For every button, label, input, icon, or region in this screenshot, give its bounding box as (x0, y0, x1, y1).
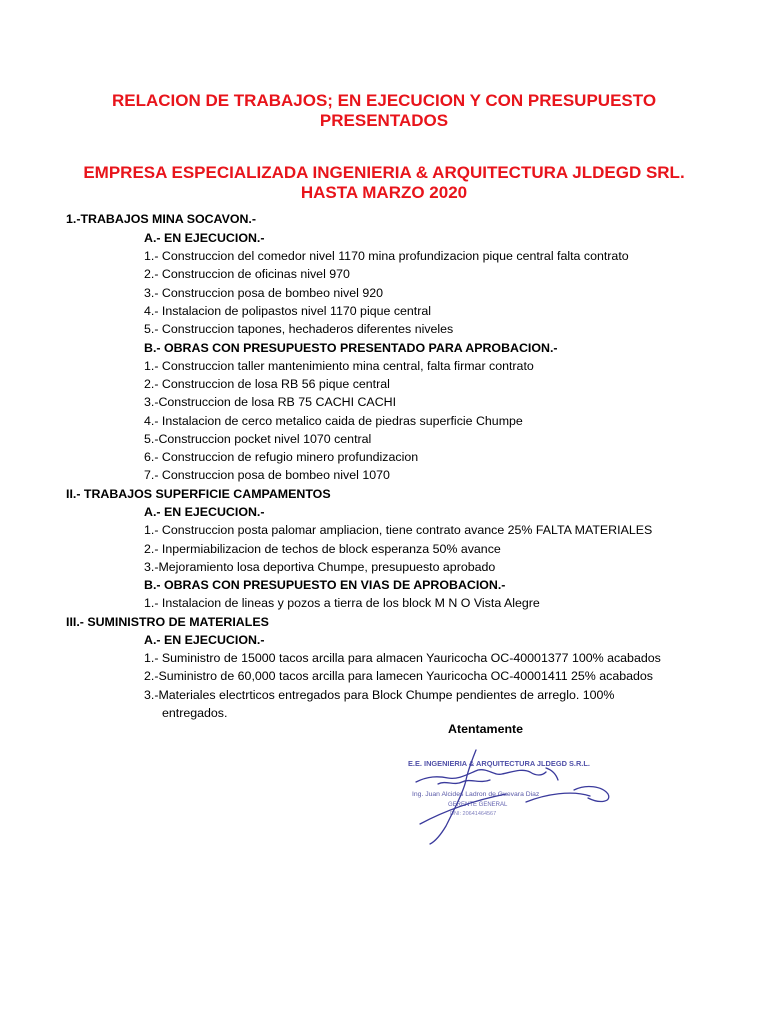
stamp-role: GERENTE GENERAL (448, 802, 508, 808)
group-heading: A.- EN EJECUCION.- (144, 231, 265, 245)
list-item: 2.- Construccion de losa RB 56 pique central (144, 377, 390, 391)
list-item: 4.- Instalacion de cerco metalico caida de piedras superficie Chumpe (144, 414, 523, 428)
group-heading: A.- EN EJECUCION.- (144, 633, 265, 647)
list-item: 2.- Construccion de oficinas nivel 970 (144, 267, 350, 281)
list-item: 3.- Construccion posa de bombeo nivel 920 (144, 286, 384, 300)
list-item: 5.-Construccion pocket nivel 1070 central (144, 432, 372, 446)
list-item: 2.- Inpermiabilizacion de techos de block esperanza 50% avance (144, 542, 501, 556)
list-item: 7.- Construccion posa de bombeo nivel 1070 (144, 468, 390, 482)
list-item: 3.-Construccion de losa RB 75 CACHI CACHI (144, 395, 397, 409)
stamp-name: Ing. Juan Alcides Ladron de Guevara Diaz (412, 791, 540, 798)
list-item: 4.- Instalacion de polipastos nivel 1170 pique central (144, 304, 432, 318)
period-label: HASTA MARZO 2020 (300, 183, 468, 202)
signature-stamp (376, 746, 626, 846)
list-item: 3.-Materiales electrticos entregados para Block Chumpe pendientes de arreglo. 100% (144, 688, 615, 702)
list-item: 1.- Construccion posta palomar ampliacion, tiene contrato avance 25% FALTA MATERIALES (144, 523, 653, 537)
closing-text: Atentamente (448, 722, 524, 736)
section-heading: III.- SUMINISTRO DE MATERIALES (66, 615, 269, 629)
list-item: 1.- Instalacion de lineas y pozos a tierra de los block M N O Vista Alegre (144, 596, 540, 610)
list-item: 2.-Suministro de 60,000 tacos arcilla para lamecen Yauricocha OC-40001411 25% acabados (144, 669, 654, 683)
list-item: 6.- Construccion de refugio minero profundizacion (144, 450, 419, 464)
group-heading: B.- OBRAS CON PRESUPUESTO PRESENTADO PARA APROBACION.- (144, 341, 558, 355)
company-name: EMPRESA ESPECIALIZADA INGENIERIA & ARQUITECTURA JLDEGD SRL. (83, 163, 685, 182)
document-title-line2: PRESENTADOS (319, 111, 449, 130)
group-heading: A.- EN EJECUCION.- (144, 505, 265, 519)
list-item: 5.- Construccion tapones, hechaderos diferentes niveles (144, 322, 454, 336)
list-item: 1.- Suministro de 15000 tacos arcilla para almacen Yauricocha OC-40001377 100% acabados (144, 651, 661, 665)
document-title: RELACION DE TRABAJOS; EN EJECUCION Y CON PRESUPUESTO (111, 91, 657, 110)
list-item: 3.-Mejoramiento losa deportiva Chumpe, presupuesto aprobado (144, 560, 496, 574)
section-heading: II.- TRABAJOS SUPERFICIE CAMPAMENTOS (66, 487, 331, 501)
stamp-company: E.E. INGENIERIA & ARQUITECTURA JLDEGD S.R.L. (408, 759, 590, 768)
group-heading: B.- OBRAS CON PRESUPUESTO EN VIAS DE APROBACION.- (144, 578, 506, 592)
list-item: 1.- Construccion taller mantenimiento mina central, falta firmar contrato (144, 359, 534, 373)
list-item-continuation: entregados. (162, 706, 228, 720)
section-heading: 1.-TRABAJOS MINA SOCAVON.- (66, 212, 256, 226)
list-item: 1.- Construccion del comedor nivel 1170 mina profundizacion pique central falta contrato (144, 249, 629, 263)
stamp-id: DNI: 20641464567 (450, 811, 497, 817)
